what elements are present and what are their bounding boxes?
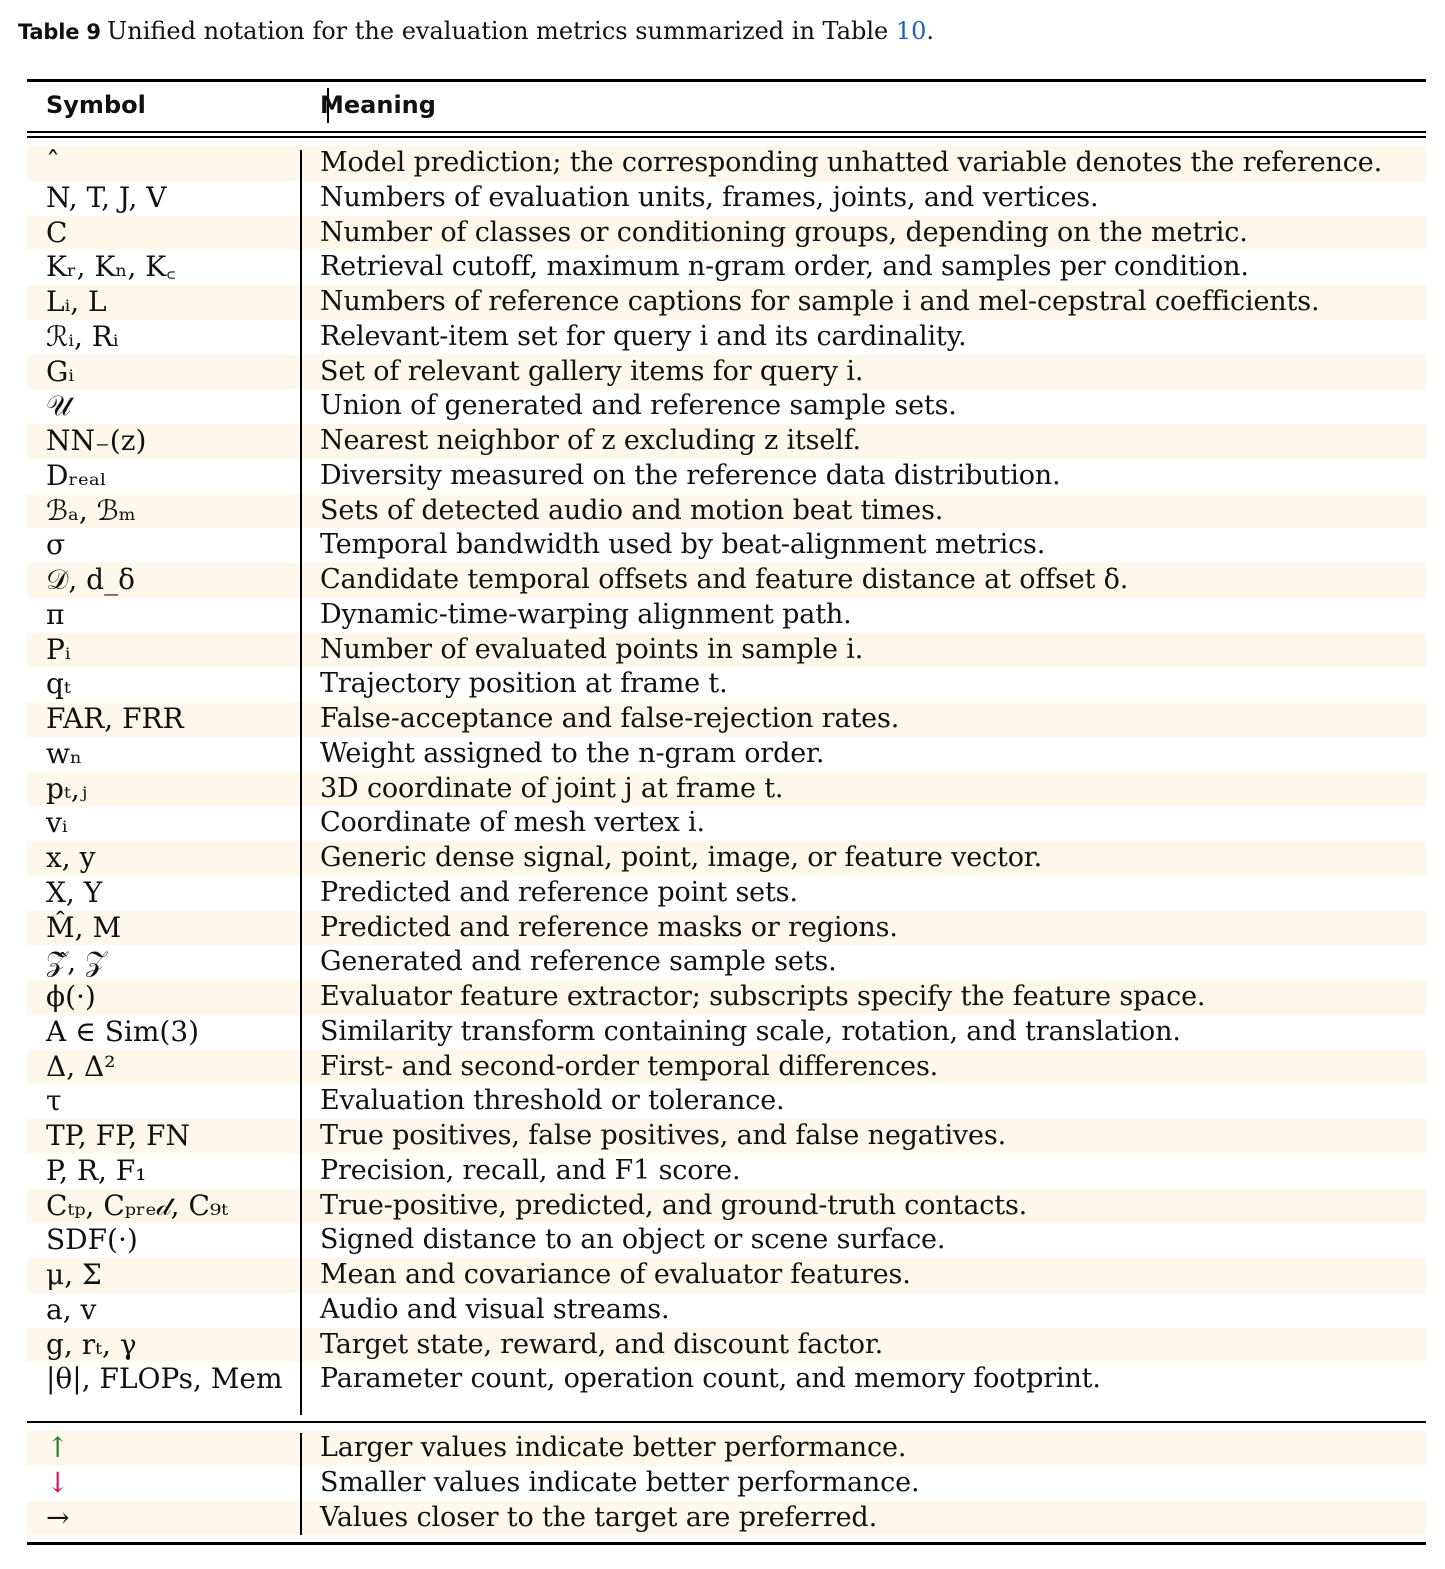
table-row — [27, 320, 1426, 355]
arrow-row — [27, 1501, 1426, 1536]
table-row — [27, 1119, 1426, 1154]
mid-rule — [27, 1421, 1426, 1423]
table-row — [27, 633, 1426, 668]
row-meaning: Precision, recall, and F1 score. — [320, 1154, 741, 1186]
row-symbol: wₙ — [46, 736, 83, 770]
row-symbol: Cₜₚ, Cₚᵣₑ𝒹, C₉ₜ — [46, 1188, 229, 1222]
row-symbol: SDF(·) — [46, 1223, 138, 1257]
table-row — [27, 1293, 1426, 1328]
table-row — [27, 494, 1426, 529]
arrow-column-divider — [300, 1433, 302, 1535]
row-symbol: P, R, F₁ — [46, 1153, 147, 1187]
row-meaning: Model prediction; the corresponding unhatted variable denotes the reference. — [320, 147, 1382, 178]
row-symbol: Dᵣₑₐₗ — [46, 458, 107, 492]
row-meaning: Parameter count, operation count, and memory footprint. — [320, 1363, 1101, 1395]
row-symbol: ℬₐ, ℬₘ — [46, 493, 136, 527]
row-symbol: Pᵢ — [46, 632, 71, 666]
table-row — [27, 980, 1426, 1015]
row-meaning: Set of relevant gallery items for query i. — [320, 355, 864, 387]
row-symbol: Kᵣ, Kₙ, K꜀ — [46, 250, 176, 284]
table-row — [27, 216, 1426, 251]
table-row — [27, 702, 1426, 737]
table-row — [27, 181, 1426, 216]
row-symbol: ℛᵢ, Rᵢ — [46, 319, 119, 353]
row-meaning: Evaluation threshold or tolerance. — [320, 1085, 785, 1117]
row-meaning: Union of generated and reference sample sets. — [320, 390, 957, 422]
row-symbol: C — [46, 215, 68, 249]
arrow-meaning: Larger values indicate better performance. — [320, 1432, 907, 1463]
row-meaning: First- and second-order temporal differences. — [320, 1050, 939, 1082]
table-row — [27, 1223, 1426, 1258]
table-caption — [18, 14, 934, 49]
row-meaning: 3D coordinate of joint j at frame t. — [320, 772, 784, 804]
table-row — [27, 911, 1426, 946]
row-symbol: ϕ(·) — [46, 980, 96, 1013]
table-row — [27, 1189, 1426, 1224]
table-row — [27, 1258, 1426, 1293]
row-meaning: Weight assigned to the n-gram order. — [320, 737, 825, 769]
row-meaning: Generated and reference sample sets. — [320, 946, 837, 978]
caption-text: Unified notation for the evaluation metrics summarized in Table — [107, 17, 896, 45]
row-symbol: g, rₜ, γ — [46, 1327, 137, 1361]
arrow-row — [27, 1431, 1426, 1466]
row-symbol: M̂, M — [46, 910, 122, 944]
header-meaning: Meaning — [320, 91, 436, 119]
row-meaning: Number of evaluated points in sample i. — [320, 633, 864, 665]
bottom-rule — [27, 1542, 1426, 1545]
row-meaning: Diversity measured on the reference data distribution. — [320, 459, 1061, 491]
table-row — [27, 528, 1426, 563]
header-rule-1 — [27, 131, 1426, 133]
table-row — [27, 772, 1426, 807]
row-meaning: Number of classes or conditioning groups, depending on the metric. — [320, 216, 1248, 248]
row-symbol: pₜ,ⱼ — [46, 771, 88, 805]
row-meaning: Audio and visual streams. — [320, 1293, 670, 1325]
row-symbol: x, y — [46, 841, 96, 874]
row-meaning: Numbers of evaluation units, frames, joints, and vertices. — [320, 181, 1099, 213]
caption-end: . — [926, 17, 935, 45]
row-meaning: Target state, reward, and discount factor. — [320, 1328, 884, 1360]
table-row — [27, 389, 1426, 424]
row-symbol: π — [46, 597, 65, 631]
table-row — [27, 1084, 1426, 1119]
row-symbol: vᵢ — [46, 806, 68, 840]
row-meaning: Generic dense signal, point, image, or feature vector. — [320, 842, 1043, 873]
row-symbol: ˆ — [46, 146, 60, 179]
row-meaning: Sets of detected audio and motion beat times. — [320, 494, 944, 526]
table-row — [27, 355, 1426, 390]
arrow-meaning: Smaller values indicate better performance. — [320, 1466, 920, 1498]
table-row — [27, 945, 1426, 980]
header-symbol: Symbol — [46, 91, 146, 119]
row-symbol: Lᵢ, L — [46, 285, 107, 318]
table-row — [27, 250, 1426, 285]
table-row — [27, 459, 1426, 494]
row-meaning: Predicted and reference masks or regions. — [320, 911, 898, 943]
row-symbol: NN₋(z) — [46, 424, 147, 457]
header-rule-2 — [27, 136, 1426, 138]
caption-label: Table 9 — [18, 20, 101, 44]
row-symbol: N, T, J, V — [46, 180, 167, 214]
table-row — [27, 841, 1426, 876]
table-row — [27, 598, 1426, 633]
table-row — [27, 563, 1426, 598]
row-symbol: σ — [46, 528, 66, 562]
row-symbol: Gᵢ — [46, 354, 74, 388]
row-symbol: FAR, FRR — [46, 702, 184, 735]
row-meaning: Temporal bandwidth used by beat-alignment metrics. — [320, 529, 1046, 561]
column-divider — [300, 150, 302, 1415]
table-row — [27, 1050, 1426, 1085]
row-symbol: |θ|, FLOPs, Mem — [46, 1362, 283, 1396]
table-row — [27, 285, 1426, 320]
row-meaning: Predicted and reference point sets. — [320, 876, 798, 908]
row-symbol: 𝒰 — [46, 389, 72, 423]
row-meaning: Dynamic-time-warping alignment path. — [320, 598, 852, 630]
row-meaning: Candidate temporal offsets and feature distance at offset δ. — [320, 564, 1129, 595]
row-meaning: Relevant-item set for query i and its cardinality. — [320, 320, 967, 352]
row-meaning: Nearest neighbor of z excluding z itself. — [320, 425, 861, 456]
table-row — [27, 1015, 1426, 1050]
row-symbol: μ, Σ — [46, 1258, 102, 1291]
row-meaning: Signed distance to an object or scene surface. — [320, 1224, 946, 1256]
arrow-meaning: Values closer to the target are preferred. — [320, 1501, 877, 1533]
row-meaning: True positives, false positives, and false negatives. — [320, 1120, 1006, 1151]
row-symbol: a, v — [46, 1292, 97, 1326]
row-symbol: Δ, Δ² — [46, 1049, 116, 1083]
caption-table-ref-link[interactable]: 10 — [895, 17, 927, 45]
row-symbol: TP, FP, FN — [46, 1119, 190, 1152]
row-symbol: A ∈ Sim(3) — [46, 1014, 200, 1048]
table-row — [27, 737, 1426, 772]
table-row — [27, 1328, 1426, 1363]
row-meaning: True-positive, predicted, and ground-truth contacts. — [320, 1189, 1028, 1221]
arrow-row — [27, 1466, 1426, 1501]
row-symbol: X, Y — [46, 875, 103, 909]
arrow-symbol-icon: ↑ — [46, 1431, 70, 1464]
table-row — [27, 876, 1426, 911]
row-symbol: 𝒟, d_δ — [46, 563, 135, 596]
table-row — [27, 424, 1426, 459]
table-row — [27, 806, 1426, 841]
row-meaning: Mean and covariance of evaluator features. — [320, 1259, 911, 1290]
table-row — [27, 1362, 1426, 1397]
row-meaning: Numbers of reference captions for sample i and mel-cepstral coefficients. — [320, 286, 1320, 317]
arrow-symbol-icon: → — [46, 1500, 70, 1534]
row-symbol: 𝒵̂, 𝒵 — [46, 945, 107, 979]
row-meaning: Retrieval cutoff, maximum n-gram order, and samples per condition. — [320, 251, 1249, 283]
row-symbol: τ — [46, 1084, 62, 1118]
arrow-symbol-icon: ↓ — [46, 1465, 70, 1499]
row-meaning: Evaluator feature extractor; subscripts specify the feature space. — [320, 981, 1206, 1012]
row-meaning: False-acceptance and false-rejection rates. — [320, 703, 900, 734]
table-row — [27, 1154, 1426, 1189]
row-meaning: Coordinate of mesh vertex i. — [320, 807, 705, 839]
table-row — [27, 146, 1426, 181]
row-symbol: qₜ — [46, 667, 71, 701]
table-row — [27, 667, 1426, 702]
row-meaning: Trajectory position at frame t. — [320, 668, 728, 700]
table-header — [27, 82, 1426, 128]
row-meaning: Similarity transform containing scale, rotation, and translation. — [320, 1015, 1181, 1047]
